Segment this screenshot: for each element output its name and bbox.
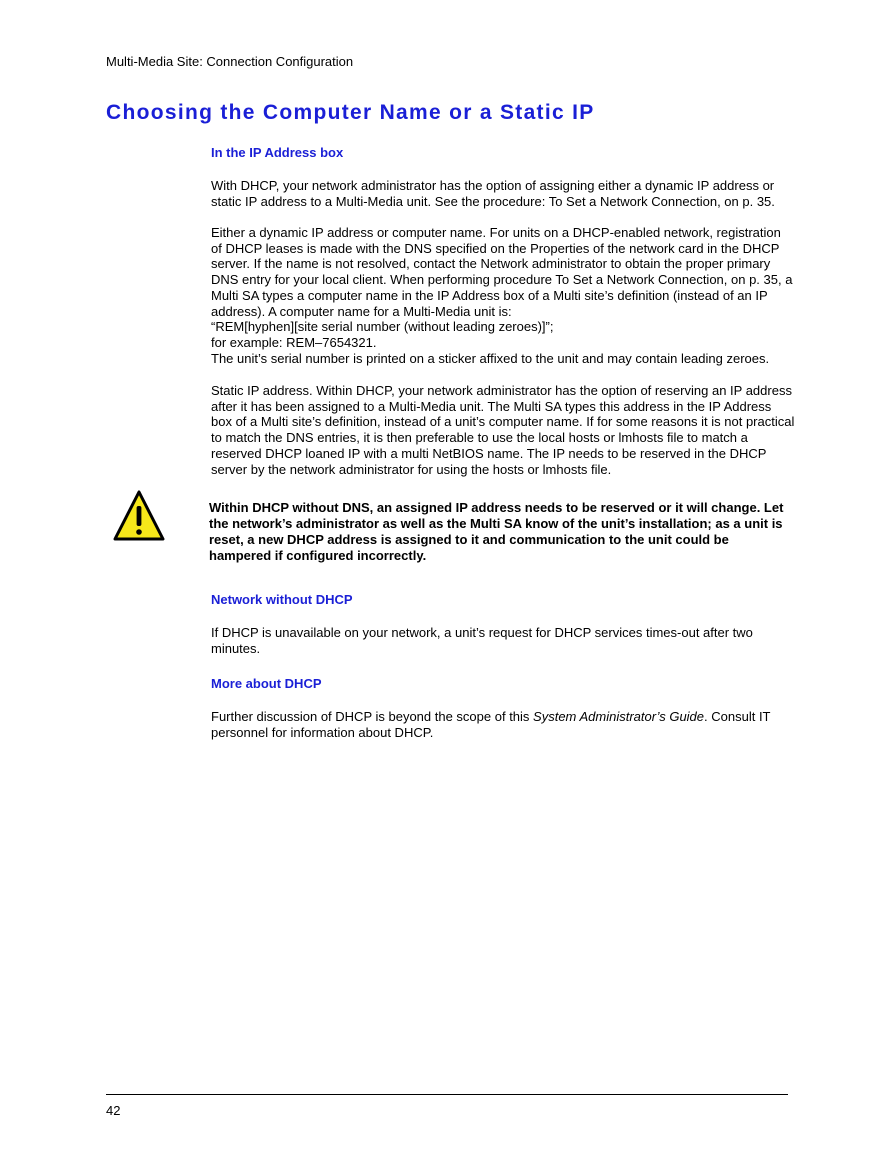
section-heading-network-without-dhcp: Network without DHCP bbox=[211, 592, 353, 607]
paragraph-further-discussion bbox=[211, 709, 795, 740]
section-heading-more-about-dhcp: More about DHCP bbox=[211, 676, 322, 691]
page-number: 42 bbox=[106, 1103, 121, 1118]
paragraph-dhcp-unavailable bbox=[211, 625, 795, 656]
paragraph-line: for example: REM–7654321. bbox=[211, 334, 377, 350]
paragraph-line: Either a dynamic IP address or computer name. For units on a DHCP-enabled network, registration of DHCP leases is made with the DNS specified on the Properties of the network card in the DHCP server. If the name is not resolved, contact the Network administrator to obtain the proper primary DNS entry for your local client. When performing procedure To Set a Network Connection, on p. 35, a Multi SA types a computer name in the IP Address box of a Multi site’s definition (instead of an IP address). A computer name for a Multi-Media unit is: bbox=[211, 225, 793, 319]
footer-divider bbox=[106, 1094, 788, 1095]
guide-title: System Administrator’s Guide bbox=[533, 709, 705, 724]
running-header: Multi-Media Site: Connection Configuration bbox=[106, 54, 354, 69]
paragraph-text: If DHCP is unavailable on your network, a unit’s request for DHCP services times-out after two minutes. bbox=[211, 625, 753, 656]
warning-triangle-icon bbox=[112, 489, 166, 542]
paragraph-text: Static IP address. Within DHCP, your network administrator has the option of reserving an IP address after it has been assigned to a Multi-Media unit. The Multi SA types this address in the IP Address box of a Multi site’s definition, instead of a unit’s computer name. If for some reasons it is not practical to match the DNS entries, it is then preferable to use the local hosts or lmhosts file to match a reserved DHCP loaned IP with a multi NetBIOS name. The IP needs to be reserved in the DHCP server by the network administrator for using the hosts or lmhosts file. bbox=[211, 383, 795, 477]
paragraph-line: The unit’s serial number is printed on a sticker affixed to the unit and may contain leading zeroes. bbox=[211, 350, 770, 366]
section-heading-ip-address-box: In the IP Address box bbox=[211, 145, 344, 160]
warning-text: Within DHCP without DNS, an assigned IP address needs to be reserved or it will change. Let the network’s administrator as well as the Multi SA know of the unit’s installation; as a unit is reset, a new DHCP address is assigned to it and communication to the unit could be hampered if configured incorrectly. bbox=[209, 500, 784, 563]
paragraph-text bbox=[211, 709, 795, 740]
paragraph-dhcp-options bbox=[211, 178, 795, 209]
paragraph-text-after: . Consult IT personnel for information about DHCP. bbox=[211, 709, 771, 740]
paragraph-computer-name bbox=[211, 225, 795, 366]
paragraph-text: With DHCP, your network administrator has the option of assigning either a dynamic IP address or static IP address to a Multi-Media unit. See the procedure: To Set a Network Connection, on p. 35. bbox=[211, 178, 775, 209]
paragraph-line: “REM[hyphen][site serial number (without leading zeroes)]”; bbox=[211, 319, 554, 335]
paragraph-text-before: Further discussion of DHCP is beyond the scope of this bbox=[211, 709, 534, 724]
page-title: Choosing the Computer Name or a Static IP bbox=[106, 101, 595, 124]
paragraph-static-ip bbox=[211, 383, 795, 477]
